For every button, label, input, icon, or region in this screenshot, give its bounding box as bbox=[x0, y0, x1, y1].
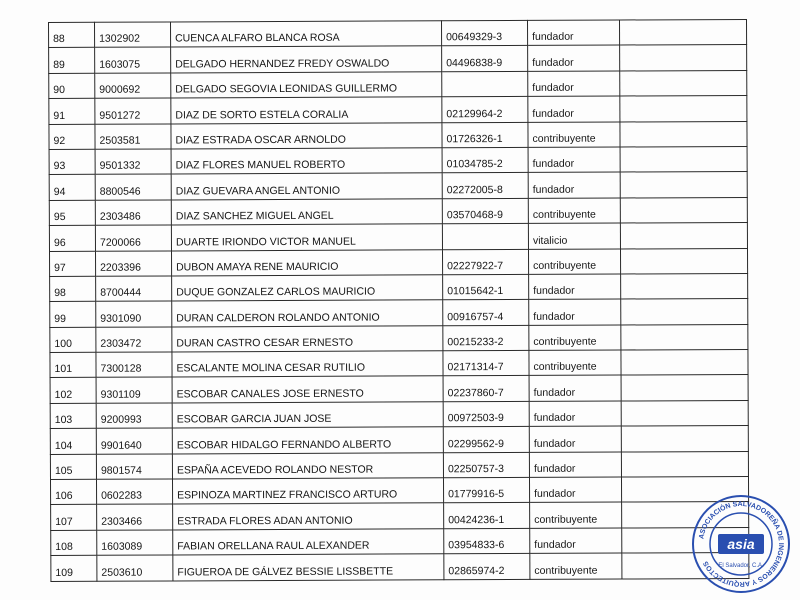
table-row bbox=[51, 527, 749, 555]
empty-cell bbox=[621, 451, 748, 477]
table-row bbox=[49, 19, 747, 47]
row-number-cell: 92 bbox=[49, 124, 95, 150]
member-name-cell: DELGADO HERNANDEZ FREDY OSWALDO bbox=[171, 46, 442, 73]
member-code-cell: 9901640 bbox=[96, 428, 172, 454]
row-number-cell: 99 bbox=[50, 302, 96, 328]
member-code-cell: 2503610 bbox=[97, 555, 173, 581]
row-number-cell: 107 bbox=[51, 505, 97, 531]
member-dui-cell: 01726326-1 bbox=[442, 122, 528, 148]
member-code-cell: 2303486 bbox=[95, 200, 171, 226]
member-dui-cell: 02250757-3 bbox=[443, 452, 529, 478]
row-number-cell: 104 bbox=[50, 429, 96, 455]
table-row bbox=[49, 96, 747, 124]
member-type-cell: fundador bbox=[529, 299, 621, 325]
association-stamp bbox=[690, 493, 792, 595]
member-name-cell: DIAZ DE SORTO ESTELA CORALIA bbox=[171, 97, 442, 124]
member-name-cell: FABIAN ORELLANA RAUL ALEXANDER bbox=[173, 529, 444, 556]
member-dui-cell: 00424236-1 bbox=[444, 503, 530, 529]
table-row bbox=[50, 299, 748, 327]
empty-cell bbox=[621, 426, 748, 452]
members-table-body bbox=[49, 19, 749, 581]
member-code-cell: 9501332 bbox=[95, 149, 171, 175]
row-number-cell: 94 bbox=[49, 175, 95, 201]
member-code-cell: 9501272 bbox=[95, 98, 171, 124]
member-name-cell: DUBON AMAYA RENE MAURICIO bbox=[171, 249, 442, 276]
member-dui-cell: 01015642-1 bbox=[443, 274, 529, 300]
member-name-cell: ESCOBAR GARCIA JUAN JOSE bbox=[172, 402, 443, 429]
member-type-cell: contribuyente bbox=[529, 350, 621, 376]
empty-cell bbox=[620, 70, 747, 96]
member-dui-cell: 00649329-3 bbox=[441, 20, 527, 46]
table-row bbox=[49, 197, 747, 225]
table-row bbox=[50, 451, 748, 479]
row-number-cell: 96 bbox=[49, 225, 95, 251]
table-row bbox=[49, 248, 747, 276]
empty-cell bbox=[620, 121, 747, 147]
empty-cell bbox=[620, 197, 747, 223]
member-code-cell: 9200993 bbox=[96, 403, 172, 429]
member-dui-cell bbox=[442, 71, 528, 97]
row-number-cell: 98 bbox=[50, 276, 96, 302]
empty-cell bbox=[620, 223, 747, 249]
member-dui-cell: 03570468-9 bbox=[442, 198, 528, 224]
member-code-cell: 1603089 bbox=[97, 530, 173, 556]
member-type-cell: fundador bbox=[528, 96, 620, 122]
member-name-cell: DIAZ SANCHEZ MIGUEL ANGEL bbox=[171, 199, 442, 226]
member-dui-cell: 00972503-9 bbox=[443, 401, 529, 427]
member-name-cell: ESCALANTE MOLINA CESAR RUTILIO bbox=[172, 351, 443, 378]
member-code-cell: 1302902 bbox=[95, 22, 171, 48]
row-number-cell: 91 bbox=[49, 98, 95, 124]
member-type-cell: fundador bbox=[529, 452, 621, 478]
table-row bbox=[49, 70, 747, 98]
member-code-cell: 9301090 bbox=[96, 301, 172, 327]
member-dui-cell: 04496838-9 bbox=[442, 46, 528, 72]
member-type-cell: contribuyente bbox=[528, 249, 620, 275]
row-number-cell: 89 bbox=[49, 48, 95, 74]
member-dui-cell: 00215233-2 bbox=[443, 325, 529, 351]
member-type-cell: vitalicio bbox=[528, 223, 620, 249]
member-dui-cell: 03954833-6 bbox=[444, 528, 530, 554]
empty-cell bbox=[619, 19, 746, 45]
member-name-cell: DURAN CASTRO CESAR ERNESTO bbox=[172, 325, 443, 352]
member-type-cell: fundador bbox=[530, 528, 622, 554]
member-type-cell: fundador bbox=[529, 477, 621, 503]
empty-cell bbox=[621, 375, 748, 401]
member-dui-cell: 01779916-5 bbox=[443, 477, 529, 503]
row-number-cell: 97 bbox=[49, 251, 95, 277]
member-code-cell: 9000692 bbox=[95, 73, 171, 99]
member-type-cell: fundador bbox=[529, 401, 621, 427]
member-type-cell: fundador bbox=[528, 172, 620, 198]
row-number-cell: 95 bbox=[49, 200, 95, 226]
empty-cell bbox=[620, 146, 747, 172]
row-number-cell: 101 bbox=[50, 352, 96, 378]
row-number-cell: 93 bbox=[49, 149, 95, 175]
table-row bbox=[49, 223, 747, 251]
table-row bbox=[50, 476, 748, 504]
empty-cell bbox=[621, 299, 748, 325]
member-type-cell: fundador bbox=[527, 20, 619, 46]
row-number-cell: 108 bbox=[51, 530, 97, 556]
stamp-outer-text: ASOCIACIÓN SALVADOREÑA DE INGENIEROS Y ARQUITECTOS bbox=[698, 500, 785, 588]
member-dui-cell: 02227922-7 bbox=[442, 249, 528, 275]
member-dui-cell: 00916757-4 bbox=[443, 300, 529, 326]
member-name-cell: DURAN CALDERON ROLANDO ANTONIO bbox=[172, 300, 443, 327]
member-type-cell: fundador bbox=[528, 71, 620, 97]
table-row bbox=[49, 45, 747, 73]
member-name-cell: DELGADO SEGOVIA LEONIDAS GUILLERMO bbox=[171, 72, 442, 99]
member-code-cell: 2303472 bbox=[96, 327, 172, 353]
stamp-location-text: El Salvador, C.A. bbox=[718, 563, 764, 569]
row-number-cell: 103 bbox=[50, 403, 96, 429]
member-dui-cell: 02237860-7 bbox=[443, 376, 529, 402]
member-type-cell: fundador bbox=[529, 375, 621, 401]
member-dui-cell: 02299562-9 bbox=[443, 427, 529, 453]
empty-cell bbox=[620, 248, 747, 274]
stamp-logo-text: asia bbox=[727, 536, 755, 552]
row-number-cell: 106 bbox=[50, 479, 96, 505]
row-number-cell: 102 bbox=[50, 378, 96, 404]
table-row bbox=[50, 350, 748, 378]
table-row bbox=[50, 273, 748, 301]
member-type-cell: contribuyente bbox=[530, 502, 622, 528]
member-name-cell: DIAZ GUEVARA ANGEL ANTONIO bbox=[171, 173, 442, 200]
member-dui-cell bbox=[442, 224, 528, 250]
member-name-cell: DUQUE GONZALEZ CARLOS MAURICIO bbox=[172, 275, 443, 302]
member-name-cell: CUENCA ALFARO BLANCA ROSA bbox=[171, 21, 442, 48]
table-row bbox=[51, 553, 749, 581]
member-code-cell: 7200066 bbox=[95, 225, 171, 251]
member-code-cell: 2503581 bbox=[95, 124, 171, 150]
empty-cell bbox=[621, 350, 748, 376]
member-code-cell: 7300128 bbox=[96, 352, 172, 378]
member-name-cell: ESCOBAR HIDALGO FERNANDO ALBERTO bbox=[172, 427, 443, 454]
member-name-cell: ESCOBAR CANALES JOSE ERNESTO bbox=[172, 376, 443, 403]
member-code-cell: 2203396 bbox=[95, 250, 171, 276]
members-table bbox=[48, 19, 749, 582]
member-type-cell: fundador bbox=[529, 426, 621, 452]
row-number-cell: 88 bbox=[49, 22, 95, 48]
member-type-cell: contribuyente bbox=[528, 198, 620, 224]
empty-cell bbox=[620, 96, 747, 122]
member-code-cell: 1603075 bbox=[95, 47, 171, 73]
table-row bbox=[50, 400, 748, 428]
member-dui-cell: 02865974-2 bbox=[444, 554, 530, 580]
table-row bbox=[50, 375, 748, 403]
member-code-cell: 0602283 bbox=[96, 479, 172, 505]
member-name-cell: FIGUEROA DE GÁLVEZ BESSIE LISSBETTE bbox=[173, 554, 444, 581]
empty-cell bbox=[620, 45, 747, 71]
row-number-cell: 100 bbox=[50, 327, 96, 353]
table-row bbox=[49, 121, 747, 149]
member-dui-cell: 02171314-7 bbox=[443, 350, 529, 376]
member-code-cell: 9801574 bbox=[96, 454, 172, 480]
empty-cell bbox=[621, 273, 748, 299]
member-type-cell: fundador bbox=[528, 147, 620, 173]
table-row bbox=[51, 502, 749, 530]
member-type-cell: contribuyente bbox=[528, 122, 620, 148]
member-name-cell: DUARTE IRIONDO VICTOR MANUEL bbox=[171, 224, 442, 251]
row-number-cell: 109 bbox=[51, 555, 97, 581]
member-name-cell: ESPAÑA ACEVEDO ROLANDO NESTOR bbox=[172, 452, 443, 479]
member-name-cell: ESPINOZA MARTINEZ FRANCISCO ARTURO bbox=[172, 478, 443, 505]
member-type-cell: fundador bbox=[528, 45, 620, 71]
table-row bbox=[50, 324, 748, 352]
member-dui-cell: 02129964-2 bbox=[442, 97, 528, 123]
row-number-cell: 105 bbox=[50, 454, 96, 480]
member-code-cell: 8800546 bbox=[95, 174, 171, 200]
empty-cell bbox=[620, 172, 747, 198]
member-type-cell: contribuyente bbox=[530, 553, 622, 579]
member-code-cell: 8700444 bbox=[96, 276, 172, 302]
row-number-cell: 90 bbox=[49, 73, 95, 99]
member-name-cell: DIAZ FLORES MANUEL ROBERTO bbox=[171, 148, 442, 175]
member-type-cell: contribuyente bbox=[529, 325, 621, 351]
member-dui-cell: 02272005-8 bbox=[442, 173, 528, 199]
member-name-cell: DIAZ ESTRADA OSCAR ARNOLDO bbox=[171, 122, 442, 149]
table-row bbox=[50, 426, 748, 454]
table-row bbox=[49, 172, 747, 200]
empty-cell bbox=[621, 400, 748, 426]
member-code-cell: 9301109 bbox=[96, 377, 172, 403]
member-name-cell: ESTRADA FLORES ADAN ANTONIO bbox=[173, 503, 444, 530]
member-dui-cell: 01034785-2 bbox=[442, 147, 528, 173]
empty-cell bbox=[621, 324, 748, 350]
member-code-cell: 2303466 bbox=[97, 504, 173, 530]
member-type-cell: fundador bbox=[529, 274, 621, 300]
table-row bbox=[49, 146, 747, 174]
